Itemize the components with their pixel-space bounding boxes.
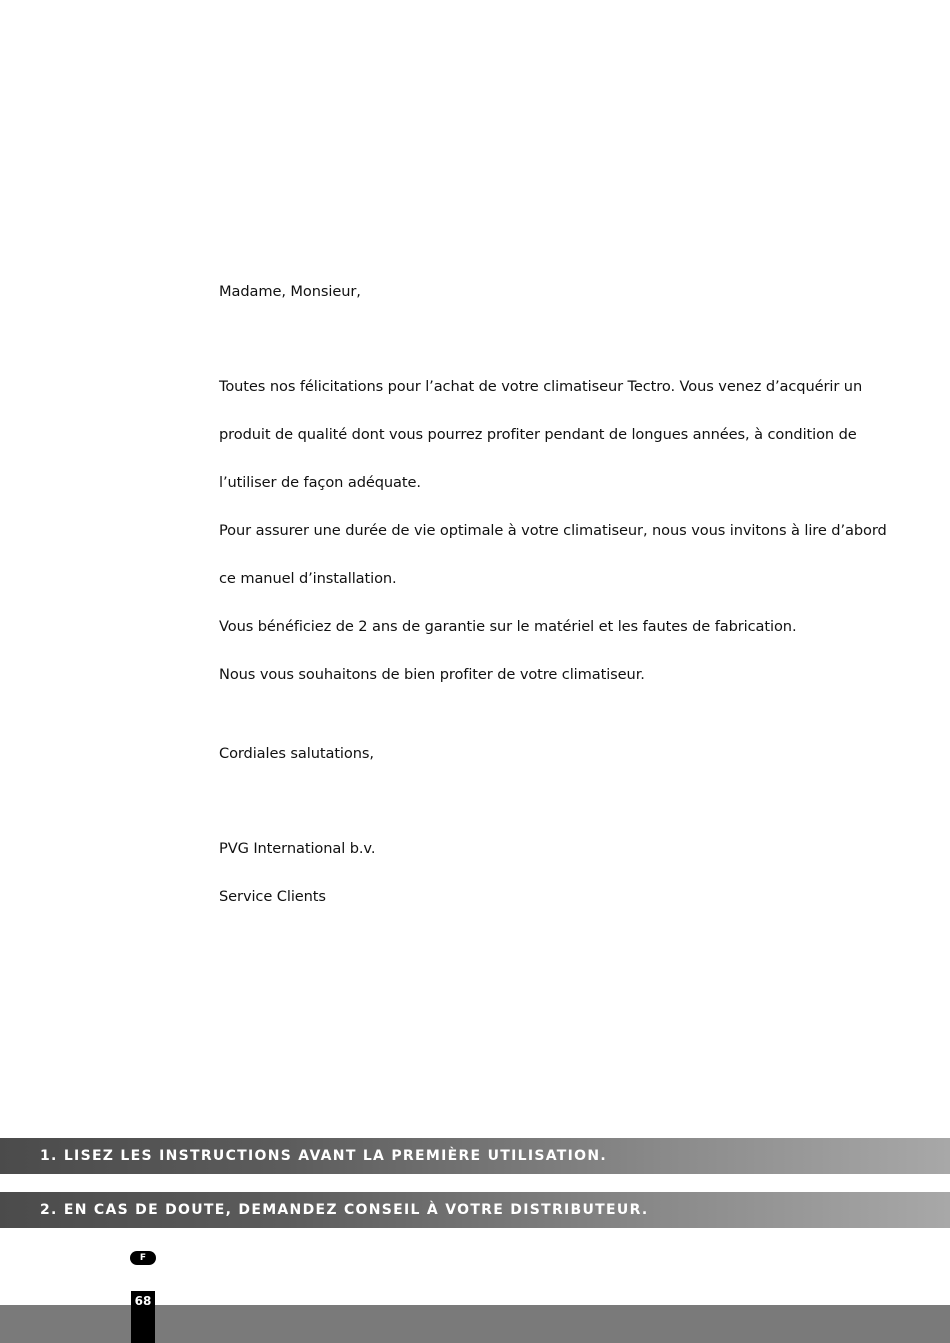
letter-line: ce manuel d’installation.	[219, 570, 397, 587]
letter-line: Nous vous souhaitons de bien profiter de votre climatiseur.	[219, 666, 645, 683]
letter-line: Toutes nos félicitations pour l’achat de votre climatiseur Tectro. Vous venez d’acquérir un	[219, 378, 863, 395]
instruction-banner-ask-distributor: 2. EN CAS DE DOUTE, DEMANDEZ CONSEIL À VOTRE DISTRIBUTEUR.	[0, 1192, 950, 1228]
language-badge: F	[130, 1251, 156, 1265]
letter-body	[219, 276, 919, 913]
letter-closing: Cordiales salutations,	[219, 745, 374, 762]
page-number: 68	[131, 1291, 155, 1343]
letter-line: Pour assurer une durée de vie optimale à votre climatiseur, nous vous invitons à lire d’abord	[219, 522, 887, 539]
letter-line: produit de qualité dont vous pourrez profiter pendant de longues années, à condition de	[219, 426, 857, 443]
signature-company: PVG International b.v.	[219, 840, 376, 857]
letter-line: l’utiliser de façon adéquate.	[219, 474, 421, 491]
signature-department: Service Clients	[219, 888, 326, 905]
letter-salutation: Madame, Monsieur,	[219, 283, 361, 300]
instruction-banner-read-first: 1. LISEZ LES INSTRUCTIONS AVANT LA PREMIÈRE UTILISATION.	[0, 1138, 950, 1174]
letter-line: Vous bénéficiez de 2 ans de garantie sur le matériel et les fautes de fabrication.	[219, 618, 797, 635]
